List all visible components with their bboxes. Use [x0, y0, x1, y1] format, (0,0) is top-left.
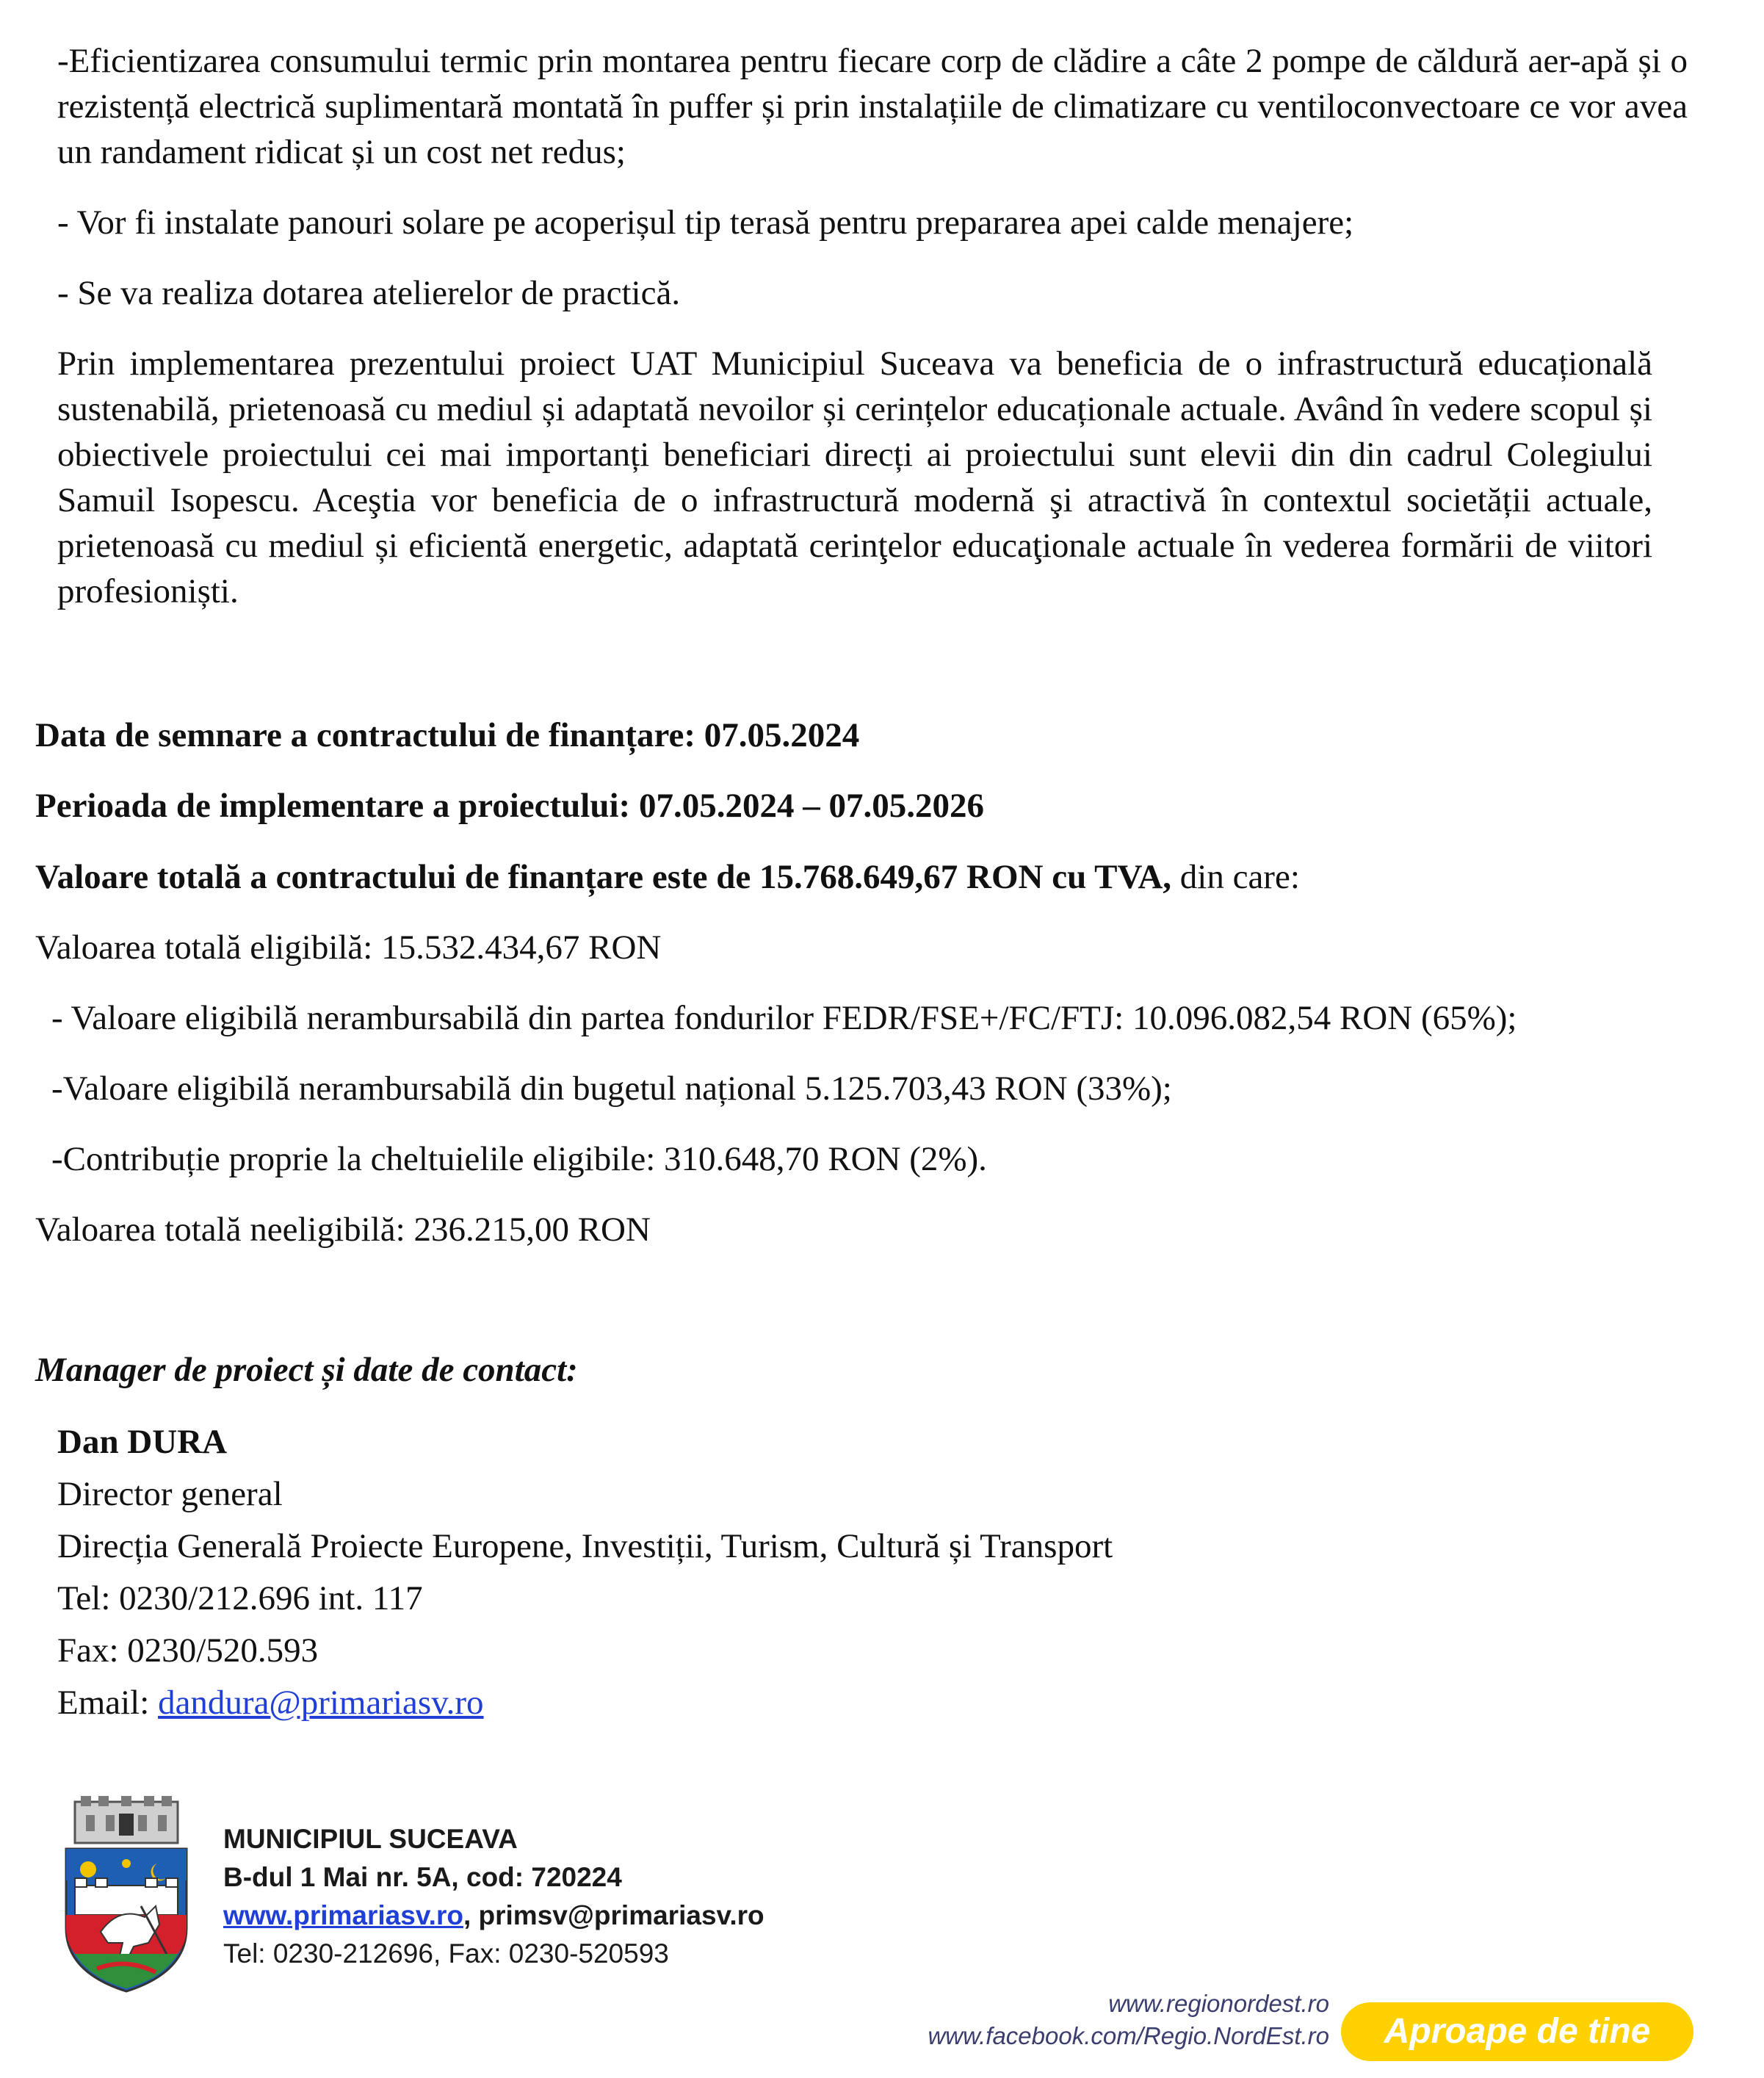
footer-web-email-line: [223, 1897, 1105, 1935]
contact-email-line: [57, 1677, 1673, 1729]
contract-signing-date: Data de semnare a contractului de finanțare: 07.05.2024: [35, 716, 860, 754]
contact-email-label: Email:: [57, 1684, 159, 1722]
total-contract-value: [35, 854, 1724, 900]
total-contract-value-bold: Valoare totală a contractului de finanțare este de 15.768.649,67 RON cu TVA,: [35, 858, 1172, 896]
eligible-item-funds: - Valoare eligibilă nerambursabilă din partea fondurilor FEDR/FSE+/FC/FTJ: 10.096.082,54 RON (65%);: [51, 999, 1517, 1037]
eligible-item-own-contribution: -Contribuție proprie la cheltuielile eligibile: 310.648,70 RON (2%).: [51, 1140, 987, 1178]
regio-facebook[interactable]: www.facebook.com/Regio.NordEst.ro: [928, 2022, 1329, 2049]
contact-block: [57, 1416, 1673, 1729]
slogan-badge: Aproape de tine: [1341, 2002, 1693, 2061]
contact-fax: Fax: 0230/520.593: [57, 1631, 319, 1670]
footer-email: , primsv@primariasv.ro: [463, 1900, 764, 1930]
bullet-solar-panels: - Vor fi instalate panouri solare pe acoperișul tip terasă pentru prepararea apei calde menajere;: [57, 203, 1354, 242]
regio-links: [771, 1988, 1329, 2052]
contact-email-link[interactable]: dandura@primariasv.ro: [158, 1684, 484, 1722]
contact-heading: Manager de proiect și date de contact:: [35, 1351, 578, 1389]
contact-phone: Tel: 0230/212.696 int. 117: [57, 1579, 423, 1617]
footer-org-name: MUNICIPIUL SUCEAVA: [223, 1824, 518, 1854]
footer-phones: Tel: 0230-212696, Fax: 0230-520593: [223, 1938, 669, 1969]
implementation-period: Perioada de implementare a proiectului: 07.05.2024 – 07.05.2026: [35, 787, 984, 825]
contact-role: Director general: [57, 1475, 283, 1513]
footer-municipality-info: [223, 1820, 1105, 1973]
contact-department: Direcția Generală Proiecte Europene, Investiții, Turism, Cultură și Transport: [57, 1527, 1113, 1565]
footer-address: B-dul 1 Mai nr. 5A, cod: 720224: [223, 1862, 622, 1892]
non-eligible-total-value: Valoarea totală neeligibilă: 236.215,00 RON: [35, 1211, 651, 1249]
project-description-paragraph: Prin implementarea prezentului proiect UAT Municipiul Suceava va beneficia de o infrastructură educațională sustenabilă, prietenoasă cu mediul și adaptată nevoilor și cerințelor educaționale actuale. Având în vedere scopul și obiectivele proiectului cei mai importanți beneficiari direcți ai proiectului sunt elevii din din cadrul Colegiului Samuil Isopescu. Aceştia vor beneficia de o infrastructură modernă şi atractivă în contextul societății actuale, prietenoasă cu mediul și eficientă energetic, adaptată cerinţelor educaţionale actuale în vederea formării de viitori profesioniști.: [57, 344, 1652, 610]
eligible-total-value: Valoarea totală eligibilă: 15.532.434,67 RON: [35, 928, 662, 967]
coat-of-arms-icon: [60, 1796, 192, 1994]
regio-website[interactable]: www.regionordest.ro: [1108, 1990, 1329, 2017]
contact-name: Dan DURA: [57, 1423, 228, 1461]
bullet-heat-pumps: -Eficientizarea consumului termic prin montarea pentru fiecare corp de clădire a câte 2 pompe de căldură aer-apă și o rezistență electrică suplimentară montată în puffer și prin instalațiile de climatizare cu ventiloconvectoare ce vor avea un randament ridicat și un cost net redus;: [57, 42, 1688, 171]
total-contract-value-rest: din care:: [1171, 858, 1300, 896]
eligible-item-national-budget: -Valoare eligibilă nerambursabilă din bugetul național 5.125.703,43 RON (33%);: [51, 1069, 1172, 1108]
bullet-workshops: - Se va realiza dotarea atelierelor de practică.: [57, 274, 681, 312]
footer-website-link[interactable]: www.primariasv.ro: [223, 1900, 463, 1930]
